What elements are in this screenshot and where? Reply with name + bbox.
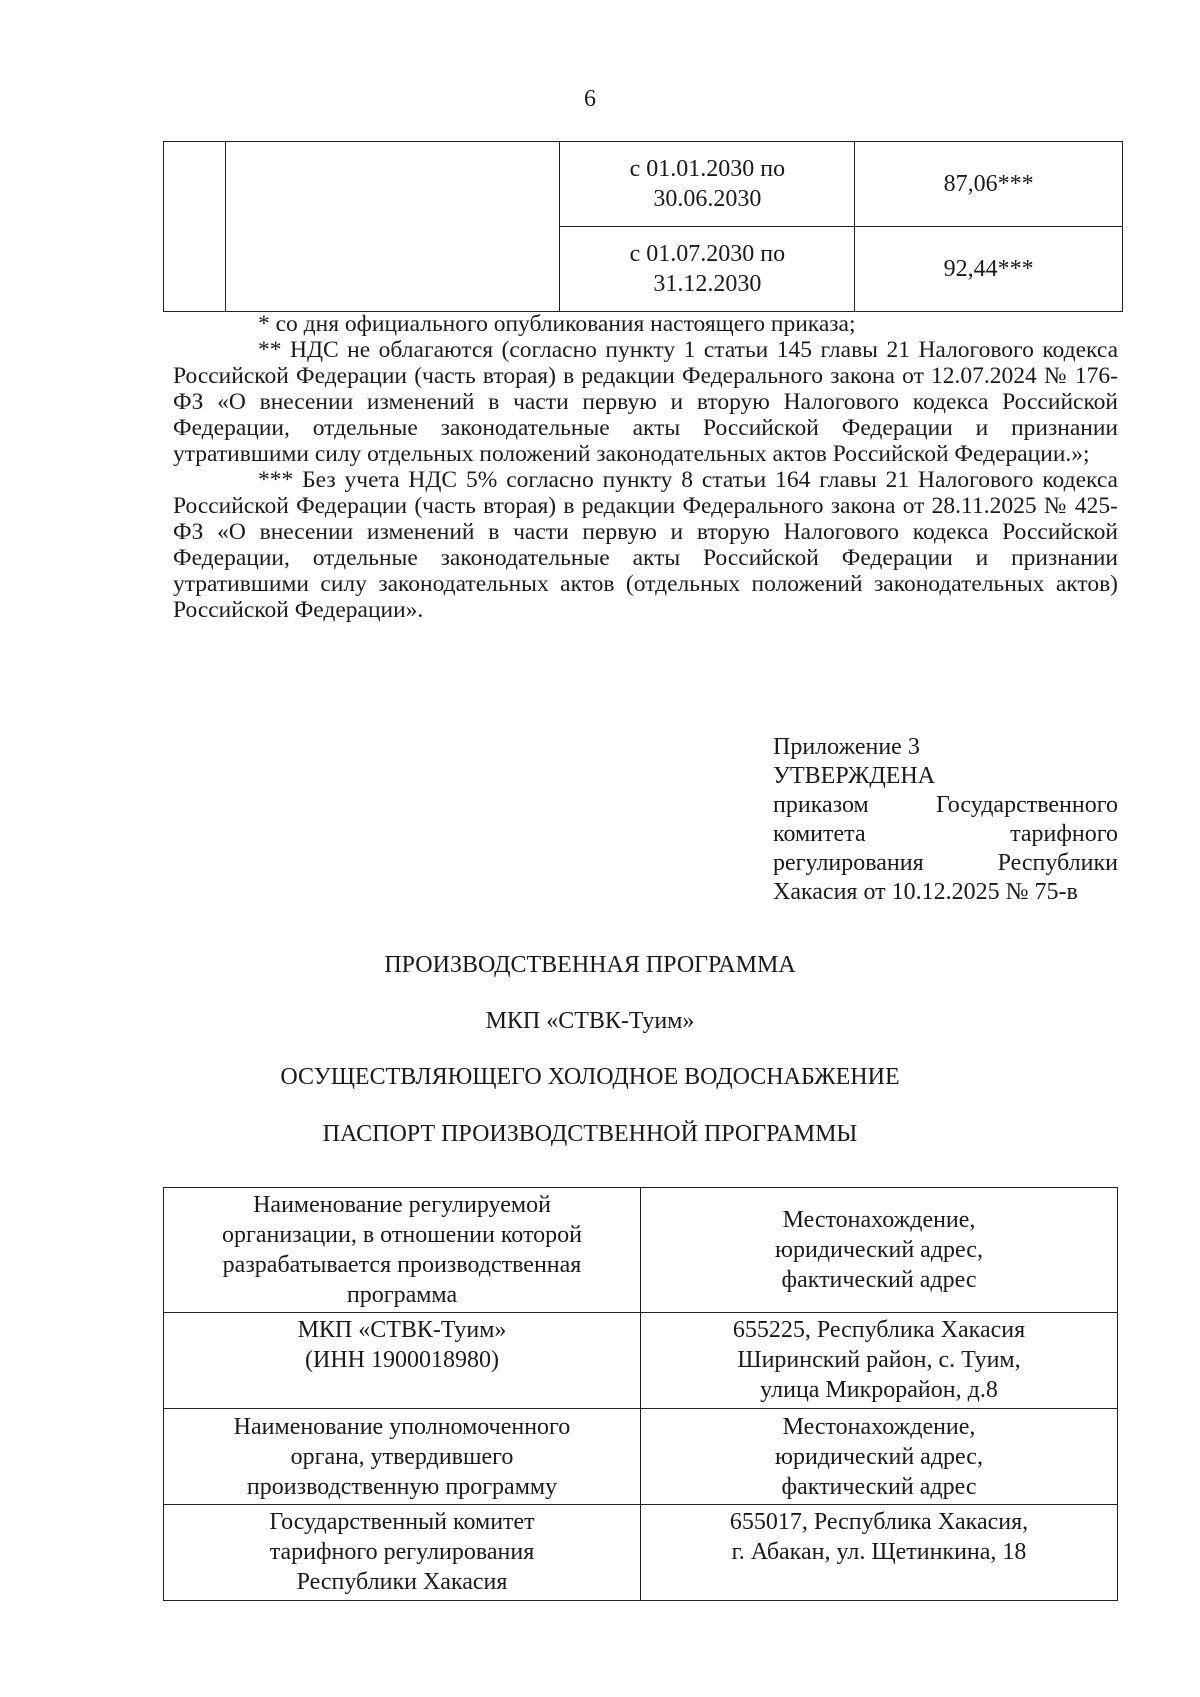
cell-line: Местонахождение, <box>782 1413 976 1440</box>
cell-line: Ширинский район, с. Туим, <box>737 1347 1021 1373</box>
cell-line: производственную программу <box>246 1473 558 1500</box>
tariff-table-continuation <box>163 141 1123 312</box>
period-line: 30.06.2030 <box>653 186 762 212</box>
page-number: 6 <box>584 86 596 112</box>
activity-title: ОСУЩЕСТВЛЯЮЩЕГО ХОЛОДНОЕ ВОДОСНАБЖЕНИЕ <box>280 1064 900 1090</box>
approval-line: приказом Государственного <box>773 792 1118 818</box>
table-row <box>164 1188 1118 1313</box>
approval-block <box>773 733 1118 907</box>
cell-line: улица Микрорайон, д.8 <box>760 1377 998 1403</box>
cell-line: Местонахождение, <box>782 1207 976 1233</box>
table-cell <box>164 1313 641 1409</box>
table-cell <box>641 1313 1118 1409</box>
table-row <box>164 1505 1118 1601</box>
appendix-label: Приложение 3 <box>773 734 920 760</box>
table-cell <box>164 1505 641 1601</box>
table-row <box>164 142 1123 227</box>
cell-line: фактический адрес <box>781 1267 977 1293</box>
table-cell-empty <box>164 142 226 312</box>
cell-line: органа, утвердившего <box>290 1443 514 1470</box>
passport-table <box>163 1187 1118 1601</box>
cell-line: 655017, Республика Хакасия, <box>729 1509 1029 1535</box>
cell-line: Наименование уполномоченного <box>233 1413 571 1440</box>
approved-label: УТВЕРЖДЕНА <box>773 763 936 789</box>
passport-title: ПАСПОРТ ПРОИЗВОДСТВЕННОЙ ПРОГРАММЫ <box>322 1121 858 1147</box>
footnote-3: *** Без учета НДС 5% согласно пункту 8 статьи 164 главы 21 Налогового кодекса Российской Федерации (часть вторая) в редакции Федерального закона от 28.11.2025 № 425-ФЗ «О внесении изменений в части первую и вторую Налогового кодекса Российской Федерации, отдельные законодательные акты Российской Федерации и признании утратившими силу законодательных актов (отдельных положений законодательных актов) Российской Федерации». <box>173 467 1118 623</box>
cell-line: программа <box>346 1282 458 1308</box>
table-header-cell <box>164 1188 641 1313</box>
approval-line: Хакасия от 10.12.2025 № 75-в <box>773 879 1078 905</box>
period-line: с 01.07.2030 по <box>629 241 786 267</box>
cell-line: 655225, Республика Хакасия <box>732 1317 1026 1343</box>
cell-line: Государственный комитет <box>269 1509 535 1535</box>
tariff-value-cell: 92,44*** <box>855 227 1123 312</box>
cell-line: Республики Хакасия <box>296 1569 508 1595</box>
cell-line: организации, в отношении которой <box>222 1222 582 1248</box>
period-line: 31.12.2030 <box>653 271 762 297</box>
cell-line: г. Абакан, ул. Щетинкина, 18 <box>731 1539 1027 1565</box>
table-header-cell <box>164 1409 641 1505</box>
cell-line: МКП «СТВК-Туим» <box>297 1317 507 1343</box>
cell-line: фактический адрес <box>781 1473 977 1500</box>
table-row <box>164 1313 1118 1409</box>
table-cell-empty <box>225 142 560 312</box>
program-title: ПРОИЗВОДСТВЕННАЯ ПРОГРАММА <box>384 952 796 978</box>
period-cell <box>560 227 855 312</box>
cell-line: Наименование регулируемой <box>253 1192 551 1218</box>
organization-title: МКП «СТВК-Туим» <box>485 1008 695 1034</box>
cell-line: тарифного регулирования <box>269 1539 535 1565</box>
period-cell <box>560 142 855 227</box>
tariff-value-cell: 87,06*** <box>855 142 1123 227</box>
cell-line: (ИНН 1900018980) <box>305 1347 499 1373</box>
table-row <box>164 1409 1118 1505</box>
cell-line: юридический адрес, <box>775 1237 983 1263</box>
footnote-2: ** НДС не облагаются (согласно пункту 1 статьи 145 главы 21 Налогового кодекса Российской Федерации (часть вторая) в редакции Федерального закона от 12.07.2024 № 176-ФЗ «О внесении изменений в части первую и вторую Налогового кодекса Российской Федерации, отдельные законодательные акты Российской Федерации и признании утратившими силу отдельных положений законодательных актов Российской Федерации.»; <box>173 337 1118 467</box>
period-line: с 01.01.2030 по <box>629 156 786 182</box>
table-header-cell <box>641 1188 1118 1313</box>
table-header-cell <box>641 1409 1118 1505</box>
approval-line: комитета тарифного <box>773 821 1118 847</box>
cell-line: разрабатывается производственная <box>222 1252 582 1278</box>
table-cell <box>641 1505 1118 1601</box>
approval-line: регулирования Республики <box>773 850 1118 876</box>
cell-line: юридический адрес, <box>775 1443 983 1470</box>
footnote-1: * со дня официального опубликования настоящего приказа; <box>258 311 856 337</box>
footnotes <box>173 311 1118 623</box>
